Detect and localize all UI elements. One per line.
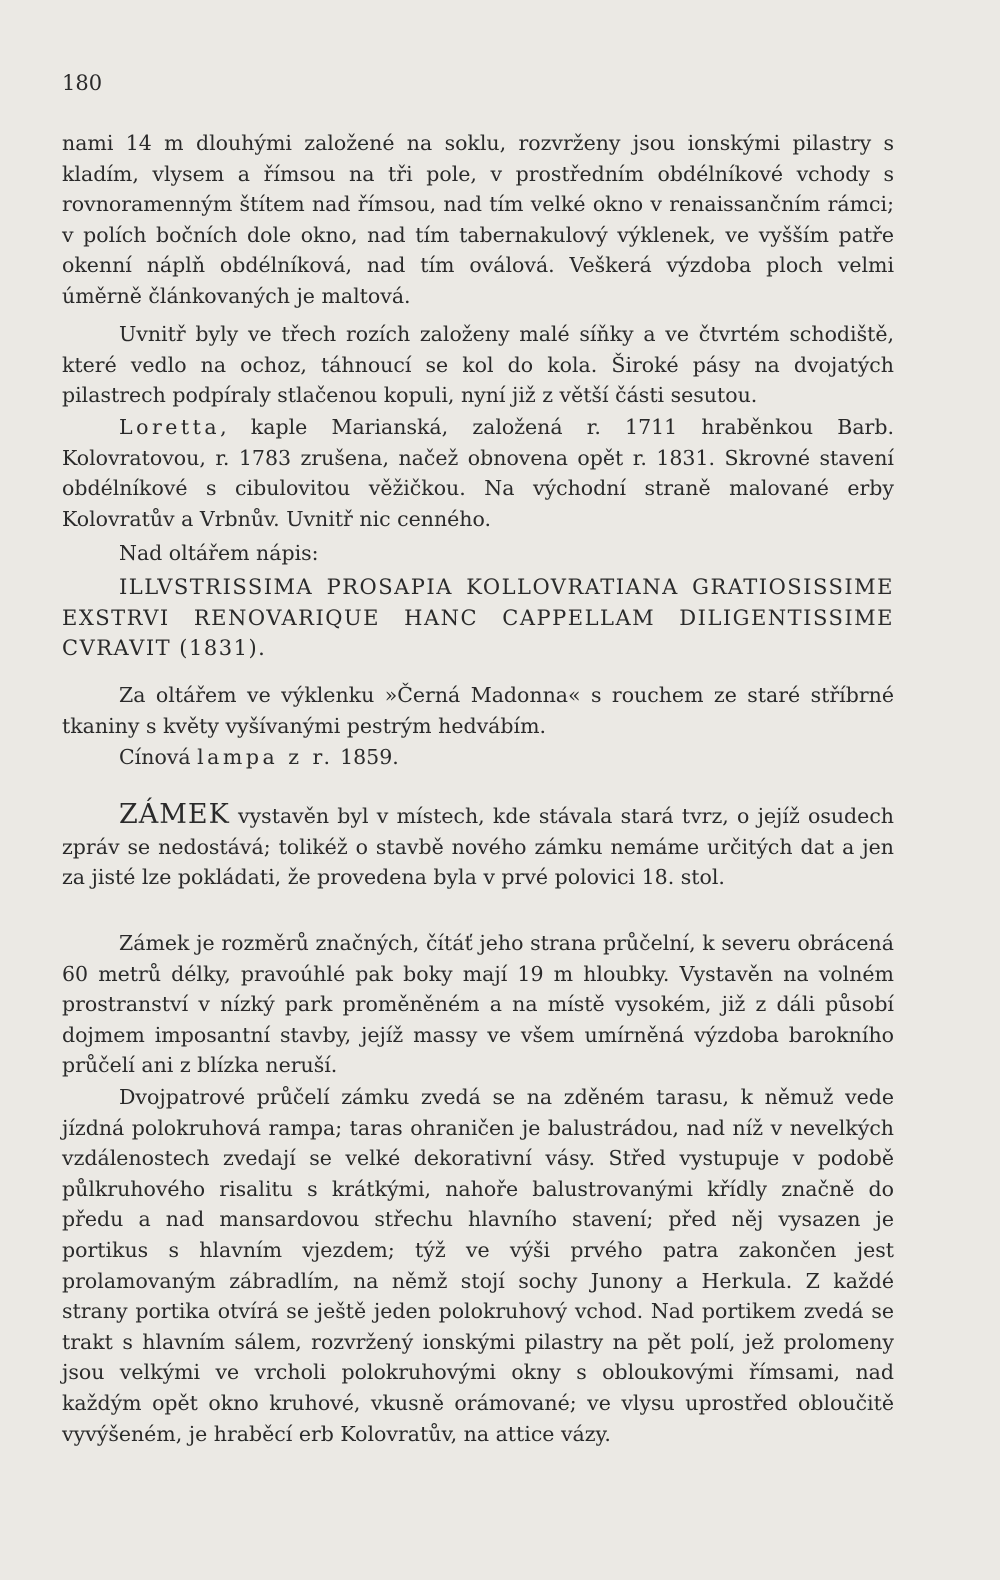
paragraph-text: Zámek je rozměrů značných, čítáť jeho strana průčelní, k severu obrácená 60 metrů délky, pravoúhlé pak boky mají 19 m hloubky. Vystavěn na volném prostranství v nízký park proměněném a na místě vysokém, již z dáli působí dojmem imposantní stavby, jejíž massy ve všem umírněná výzdoba barokního průčelí ani z blízka neruší. [62,931,894,1078]
paragraph-text [62,800,894,893]
loretta-text: , kaple Marianská, založená r. 1711 hraběnkou Barb. Kolovratovou, r. 1783 zrušena, načež obnovena opět r. 1831. Skrovné stavení obdélníkové s cibulovitou věžičkou. Na východní straně malované erby Kolovratův a Vrbnův. Uvnitř nic cenného. [62,415,894,531]
paragraph-castle-facade [62,1082,894,1449]
paragraph-text: nami 14 m dlouhými založené na soklu, rozvrženy jsou ionskými pilastry s kladím, vlysem a římsou na tři pole, v prostředním obdélníkové vchody s rovnoramenným štítem nad římsou, nad tím velké okno v renaissančním rámci; v polích bočních dole okno, nad tím tabernakulový výklenek, ve vyšším patře okenní náplň obdélníková, nad tím oválová. Veškerá výzdoba ploch velmi úměrně článkovaných je maltová. [62,131,894,308]
paragraph-castle-dimensions [62,928,894,1081]
paragraph-inscription-intro [62,538,894,569]
paragraph-text: Nad oltářem nápis: [119,541,319,565]
paragraph-text: Dvojpatrové průčelí zámku zvedá se na zděném tarasu, k němuž vede jízdná polokruhová rampa; taras ohraničen je balustrádou, nad níž v nevelkých vzdálenostech zvedají se velké dekorativní vásy. Střed vystupuje v podobě půlkruhového risalitu s krátkými, nahoře balustrovanými křídly značně do předu a nad mansardovou střechu hlavního stavení; před něj vysazen je portikus s hlavním vjezdem; týž ve výši prvého patra zakončen jest prolamovaným zábradlím, na němž stojí sochy Junony a Herkula. Z každé strany portika otvírá se ještě jeden polokruhový vchod. Nad portikem zvedá se trakt s hlavním sálem, rozvržený ionskými pilastry na pět polí, jež prolomeny jsou velkými ve vrcholi polokruhovými okny s obloukovými římsami, nad každým opět okno kruhové, vkusně orámované; ve vlysu uprostřed obloučitě vyvýšeném, je hraběcí erb Kolovratův, na attice vázy. [62,1085,894,1446]
paragraph-text: Uvnitř byly ve třech rozích založeny malé síňky a ve čtvrtém schodiště, které vedlo na ochoz, táhnoucí se kol do kola. Široké pásy na dvojatých pilastrech podpíraly stlačenou kopuli, nyní již z větší části sesutou. [62,322,894,408]
loretta-term: Loretta [119,415,221,439]
inscription-text: ILLVSTRISSIMA PROSAPIA KOLLOVRATIANA GRATIOSISSIME EXSTRVI RENOVARIQUE HANC CAPPELLAM DILIGENTISSIME CVRAVIT (1831). [62,575,894,661]
page-number: 180 [62,71,103,95]
castle-intro-text: vystavěn byl v místech, kde stávala stará tvrz, o jejíž osudech zpráv se nedostává; tolikéž o stavbě nového zámku nemáme určitých dat a jen za jisté lze pokládati, že provedena byla v prvé polovici 18. stol. [62,804,894,890]
paragraph-text: Cínová lampa z r. 1859. [119,745,399,769]
paragraph-text [62,412,894,534]
section-heading-zamek: ZÁMEK [119,799,230,830]
paragraph-black-madonna [62,680,894,741]
paragraph-mausoleum-exterior [62,128,894,312]
paragraph-text: Za oltářem ve výklenku »Černá Madonna« s rouchem ze staré stříbrné tkaniny s květy vyšívanými pestrým hedvábím. [62,683,894,738]
paragraph-lamp [62,742,894,773]
inscription-block [62,572,894,664]
lamp-term: lampa z r. [197,745,334,769]
paragraph-castle-intro [62,800,894,893]
paragraph-mausoleum-interior [62,319,894,411]
paragraph-loretta [62,412,894,534]
